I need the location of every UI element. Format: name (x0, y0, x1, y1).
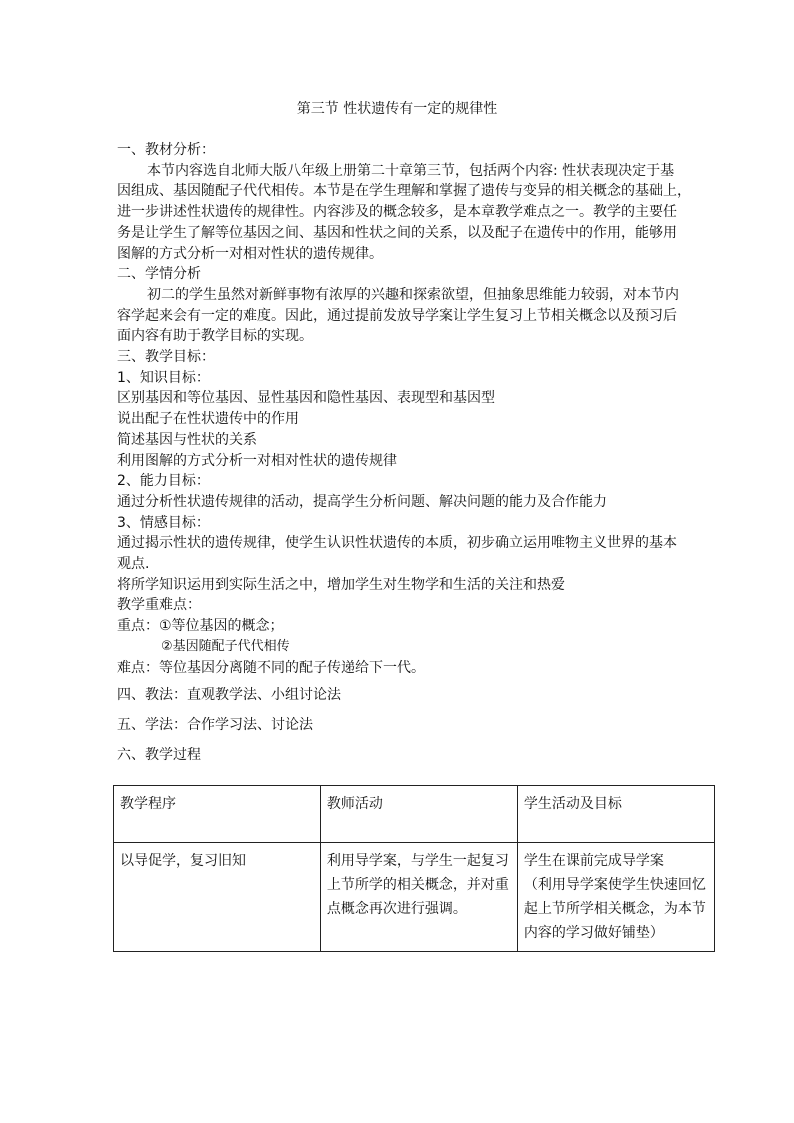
table-header-row (114, 786, 715, 843)
objective-item: 区别基因和等位基因、显性基因和隐性基因、表现型和基因型 (117, 390, 495, 407)
table-cell-student-activity (517, 843, 714, 952)
table-header-cell: 教师活动 (320, 786, 517, 843)
paragraph-line: 进一步讲述性状遗传的规律性。内容涉及的概念较多，是本章教学难点之一。教学的主要任 (117, 204, 677, 221)
cell-line: 点概念再次进行强调。 (326, 901, 467, 917)
page-title: 第三节 性状遗传有一定的规律性 (296, 101, 498, 117)
paragraph-line: 初二的学生虽然对新鲜事物有浓厚的兴趣和探索欲望，但抽象思维能力较弱，对本节内 (147, 286, 679, 303)
objective-item: 通过分析性状遗传规律的活动，提高学生分析问题、解决问题的能力及合作能力 (117, 493, 607, 510)
paragraph-line: 务是让学生了解等位基因之间、基因和性状之间的关系，以及配子在遗传中的作用，能够用 (117, 224, 677, 241)
paragraph-line: 容学起来会有一定的难度。因此，通过提前发放导学案让学生复习上节相关概念以及预习后 (117, 307, 677, 324)
table-row (114, 843, 715, 952)
cell-line: 利用导学案，与学生一起复习 (326, 853, 509, 869)
section-heading-process: 六、教学过程 (117, 747, 201, 764)
cell-line: 学生在课前完成导学案 (523, 853, 664, 869)
key-point: ②基因随配子代代相传 (161, 638, 290, 654)
paragraph-line: 本节内容选自北师大版八年级上册第二十章第三节，包括两个内容: 性状表现决定于基 (147, 162, 675, 179)
section-heading-teaching-method: 四、教法：直观教学法、小组讨论法 (117, 687, 341, 704)
table-header-cell: 学生活动及目标 (517, 786, 714, 843)
table-header-cell: 教学程序 (114, 786, 321, 843)
objective-item: 利用图解的方式分析一对相对性状的遗传规律 (117, 452, 397, 469)
cell-line: 起上节所学相关概念，为本节 (523, 901, 706, 917)
paragraph-line: 图解的方式分析一对相对性状的遗传规律。 (117, 245, 383, 262)
objective-item: 简述基因与性状的关系 (117, 431, 257, 448)
paragraph-line: 因组成、基因随配子代代相传。本节是在学生理解和掌握了遗传与变异的相关概念的基础上， (117, 183, 691, 200)
cell-line: 上节所学的相关概念，并对重 (326, 877, 509, 893)
cell-line: （利用导学案使学生快速回忆 (523, 877, 706, 893)
objective-item: 通过揭示性状的遗传规律，使学生认识性状遗传的本质，初步确立运用唯物主义世界的基本 (117, 535, 677, 552)
document-body (117, 140, 691, 768)
section-heading-learning-method: 五、学法：合作学习法、讨论法 (117, 717, 313, 734)
objective-item: 观点. (117, 556, 150, 573)
subheading-ability: 2、能力目标： (117, 473, 210, 490)
paragraph-line: 面内容有助于教学目标的实现。 (117, 328, 313, 345)
section-heading-analysis: 一、教材分析： (117, 142, 215, 158)
difficulty-point: 难点：等位基因分离随不同的配子传递给下一代。 (117, 659, 425, 676)
subheading-key-difficult: 教学重难点： (117, 597, 201, 614)
table-cell-teacher-activity (320, 843, 517, 952)
objective-item: 将所学知识运用到实际生活之中，增加学生对生物学和生活的关注和热爱 (117, 576, 565, 593)
section-heading-students: 二、学情分析 (117, 266, 201, 283)
subheading-knowledge: 1、知识目标： (117, 369, 210, 386)
objective-item: 说出配子在性状遗传中的作用 (117, 411, 299, 428)
table-cell-procedure: 以导促学，复习旧知 (114, 843, 321, 952)
cell-line: 内容的学习做好铺垫） (523, 925, 664, 941)
teaching-process-table (113, 785, 715, 952)
subheading-emotion: 3、情感目标： (117, 514, 210, 531)
section-heading-objectives: 三、教学目标： (117, 349, 215, 366)
key-point: 重点：①等位基因的概念； (117, 618, 284, 635)
